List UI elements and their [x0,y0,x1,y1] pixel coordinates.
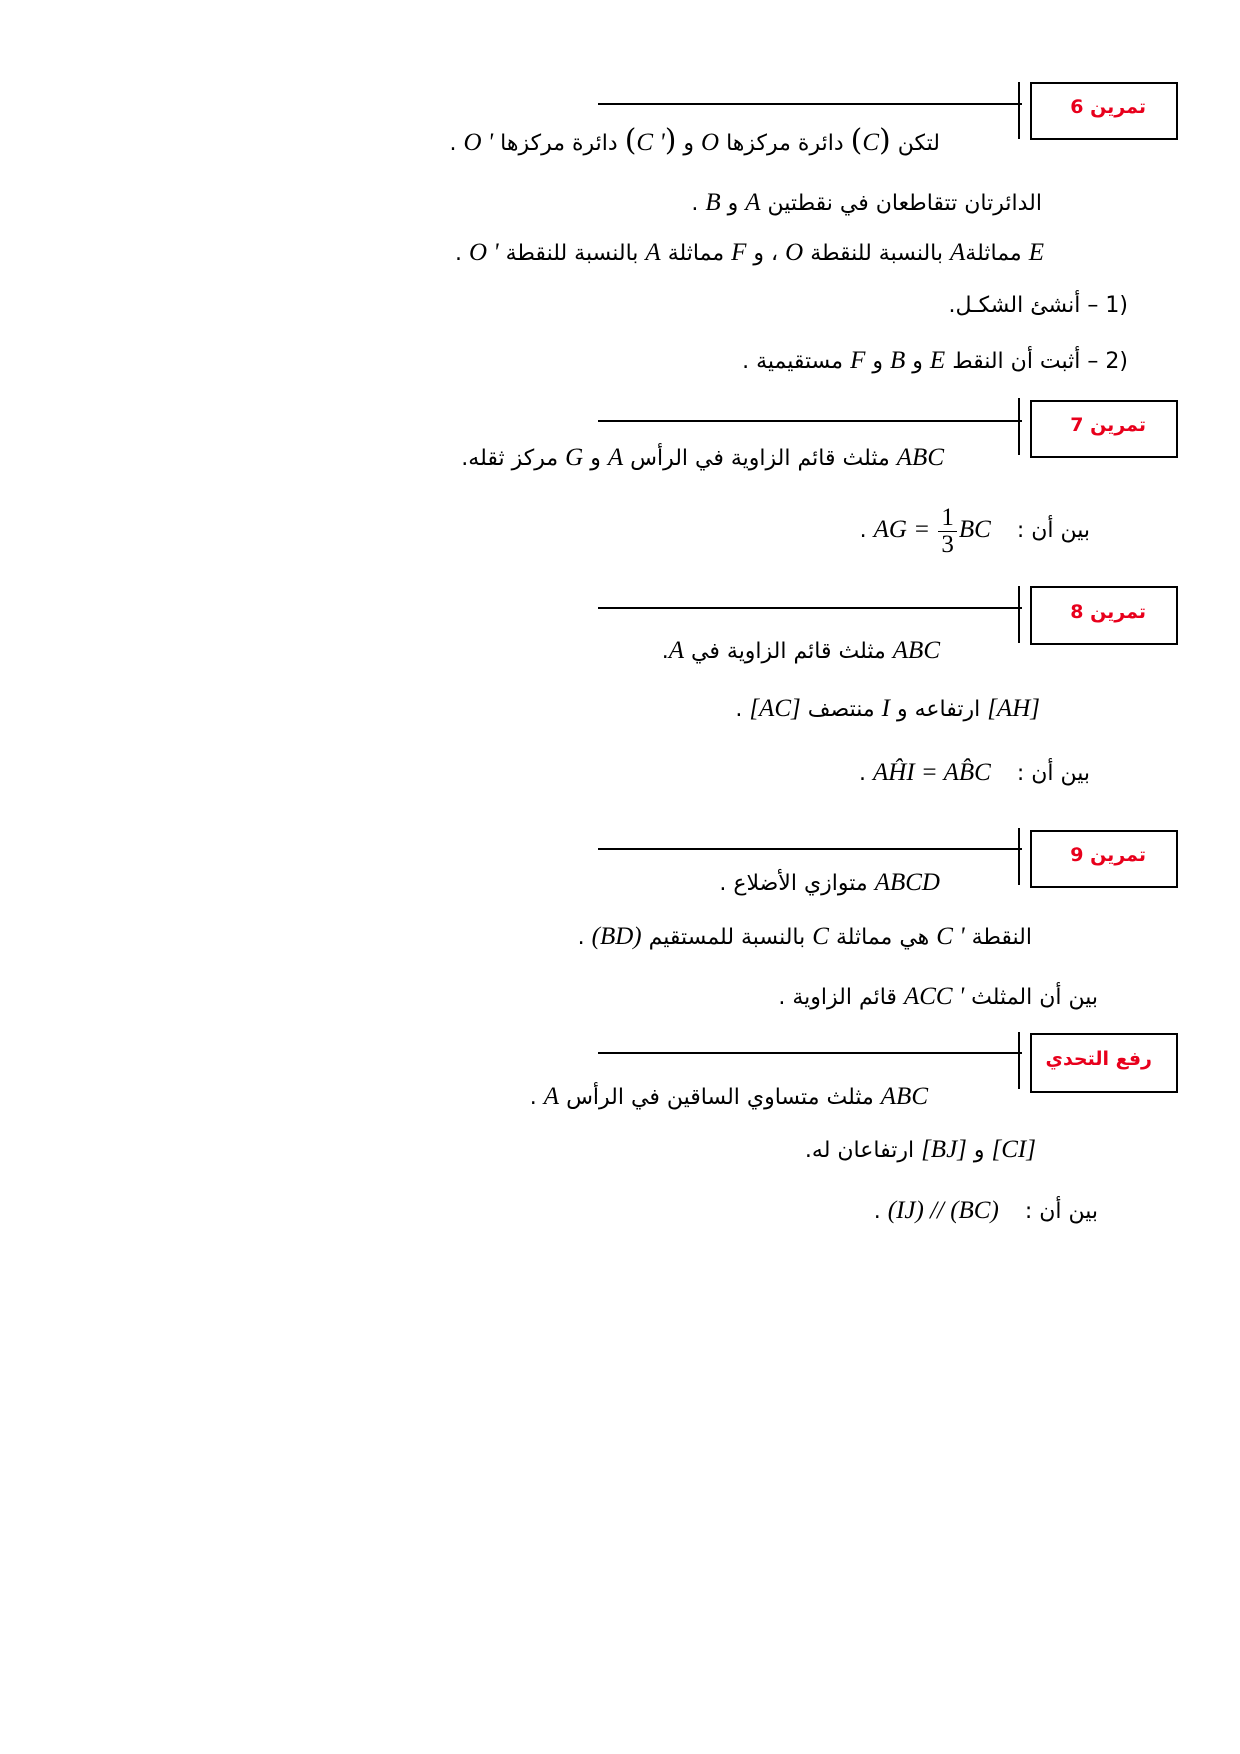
text: بين أن المثلث [971,985,1098,1010]
text: الدائرتان تتقاطعان في نقطتين [767,191,1042,216]
math: F [850,347,866,374]
text: . [859,518,867,543]
text: مستقيمية . [742,349,844,374]
math: A [543,1083,560,1110]
exercise-6-line-4 [949,291,1128,321]
text: بالنسبة للنقطة [505,241,639,266]
math: A [668,637,685,664]
challenge-line-2 [805,1135,1036,1166]
text: ، و [753,241,779,266]
math: (C) [850,123,891,158]
exercise-6-line-2 [691,188,1042,219]
text: مركز ثقله. [461,446,559,471]
math: (IJ) // (BC) [887,1197,999,1224]
exercise-9-line-3 [778,982,1098,1013]
text: . [454,241,462,266]
header-divider [1018,398,1020,455]
text: متوازي الأضلاع . [719,871,868,896]
math: E [1028,239,1044,266]
fraction [938,505,957,558]
text: قائم الزاوية . [778,985,897,1010]
math: I [881,695,890,722]
math: (BD) [591,923,642,950]
exercise-7-line-1 [461,443,944,474]
math: ACC ' [903,983,965,1010]
math: [CI] [991,1136,1036,1163]
exercise-9-line-2 [578,922,1032,953]
text: النقطة [971,925,1032,950]
exercise-8-line-3 [859,758,1090,789]
challenge-line-3 [874,1196,1098,1227]
math: O ' [463,129,494,156]
text: مثلث متساوي الساقين في الرأس [566,1085,874,1110]
math: E [929,347,946,374]
math: BC [958,516,991,543]
text: منتصف [807,697,875,722]
exercise-6-line-3 [455,238,1044,269]
math: ABC [880,1083,928,1110]
math: O [785,239,804,266]
text: ارتفاعان له. [804,1138,915,1163]
exercise-6-line-1 [449,123,941,159]
fraction-numerator: 1 [938,505,957,532]
math: A [950,239,966,266]
text: – أنشئ الشكـل. [948,293,1099,318]
text: – أثبت أن النقط [952,349,1099,374]
math: (C ') [624,123,677,158]
header-divider [1018,82,1020,139]
math: C [812,923,829,950]
header-rule [598,420,1022,422]
text: ارتفاعه و [896,697,981,722]
math: F [731,239,747,266]
text: و [590,446,601,471]
text: و [973,1138,985,1163]
text: مثلث قائم الزاوية في [691,639,886,664]
math: O ' [468,239,499,266]
math: A [745,189,761,216]
math: ABC [896,444,944,471]
text: . [449,131,457,156]
challenge-line-1 [530,1082,928,1113]
text: . [661,639,669,664]
text: و [727,191,739,216]
math: B [705,189,721,216]
header-rule [598,848,1022,850]
fraction-denominator: 3 [941,530,954,558]
exercise-8-line-1 [662,636,940,667]
exercise-7-line-2 [860,500,1090,561]
header-rule [598,1052,1022,1054]
text: . [529,1085,537,1110]
text: دائرة مركزها [500,131,618,156]
exercise-title: تمرين 7 [1070,414,1146,436]
exercise-9-line-1 [719,868,940,899]
math: [AH] [987,695,1040,722]
math: B [890,347,906,374]
text: . [691,191,699,216]
math: [AC] [749,695,801,722]
text: دائرة مركزها [726,131,844,156]
math: O [701,129,720,156]
header-divider [1018,828,1020,885]
text: و [872,349,884,374]
text: بين أن : [1024,1199,1098,1224]
header-rule [598,103,1022,105]
text: مماثلة [667,241,725,266]
math: ABCD [874,869,940,896]
text: . [859,761,867,786]
math: [BJ] [921,1136,967,1163]
exercise-title: تمرين 8 [1070,601,1146,623]
text: مماثلة [965,241,1022,266]
text: . [873,1199,881,1224]
exercise-title: تمرين 9 [1070,844,1146,866]
math: ABC [892,637,940,664]
text: بين أن : [1016,761,1090,786]
text: و [912,349,923,374]
item-number: 2) [1105,349,1128,374]
formula [874,500,991,560]
text: . [735,697,743,722]
header-divider [1018,1032,1020,1089]
header-divider [1018,586,1020,643]
text: لتكن [897,131,940,156]
math: C ' [936,923,965,950]
math: AG = [873,516,931,543]
exercise-title: رفع التحدي [1045,1048,1152,1070]
math: AĤI = AB̂C [873,759,991,786]
text: بالنسبة للمستقيم [648,925,806,950]
math: G [565,444,584,471]
exercise-8-line-2 [735,694,1040,725]
header-rule [598,607,1022,609]
text: و [683,131,695,156]
text: بين أن : [1016,518,1090,543]
text: هي مماثلة [835,925,930,950]
exercise-6-line-5 [742,346,1128,377]
item-number: 1) [1105,293,1128,318]
math: A [645,239,661,266]
text: بالنسبة للنقطة [810,241,944,266]
exercise-title: تمرين 6 [1070,96,1146,118]
text: . [577,925,585,950]
text: مثلث قائم الزاوية في الرأس [630,446,890,471]
math: A [607,444,624,471]
